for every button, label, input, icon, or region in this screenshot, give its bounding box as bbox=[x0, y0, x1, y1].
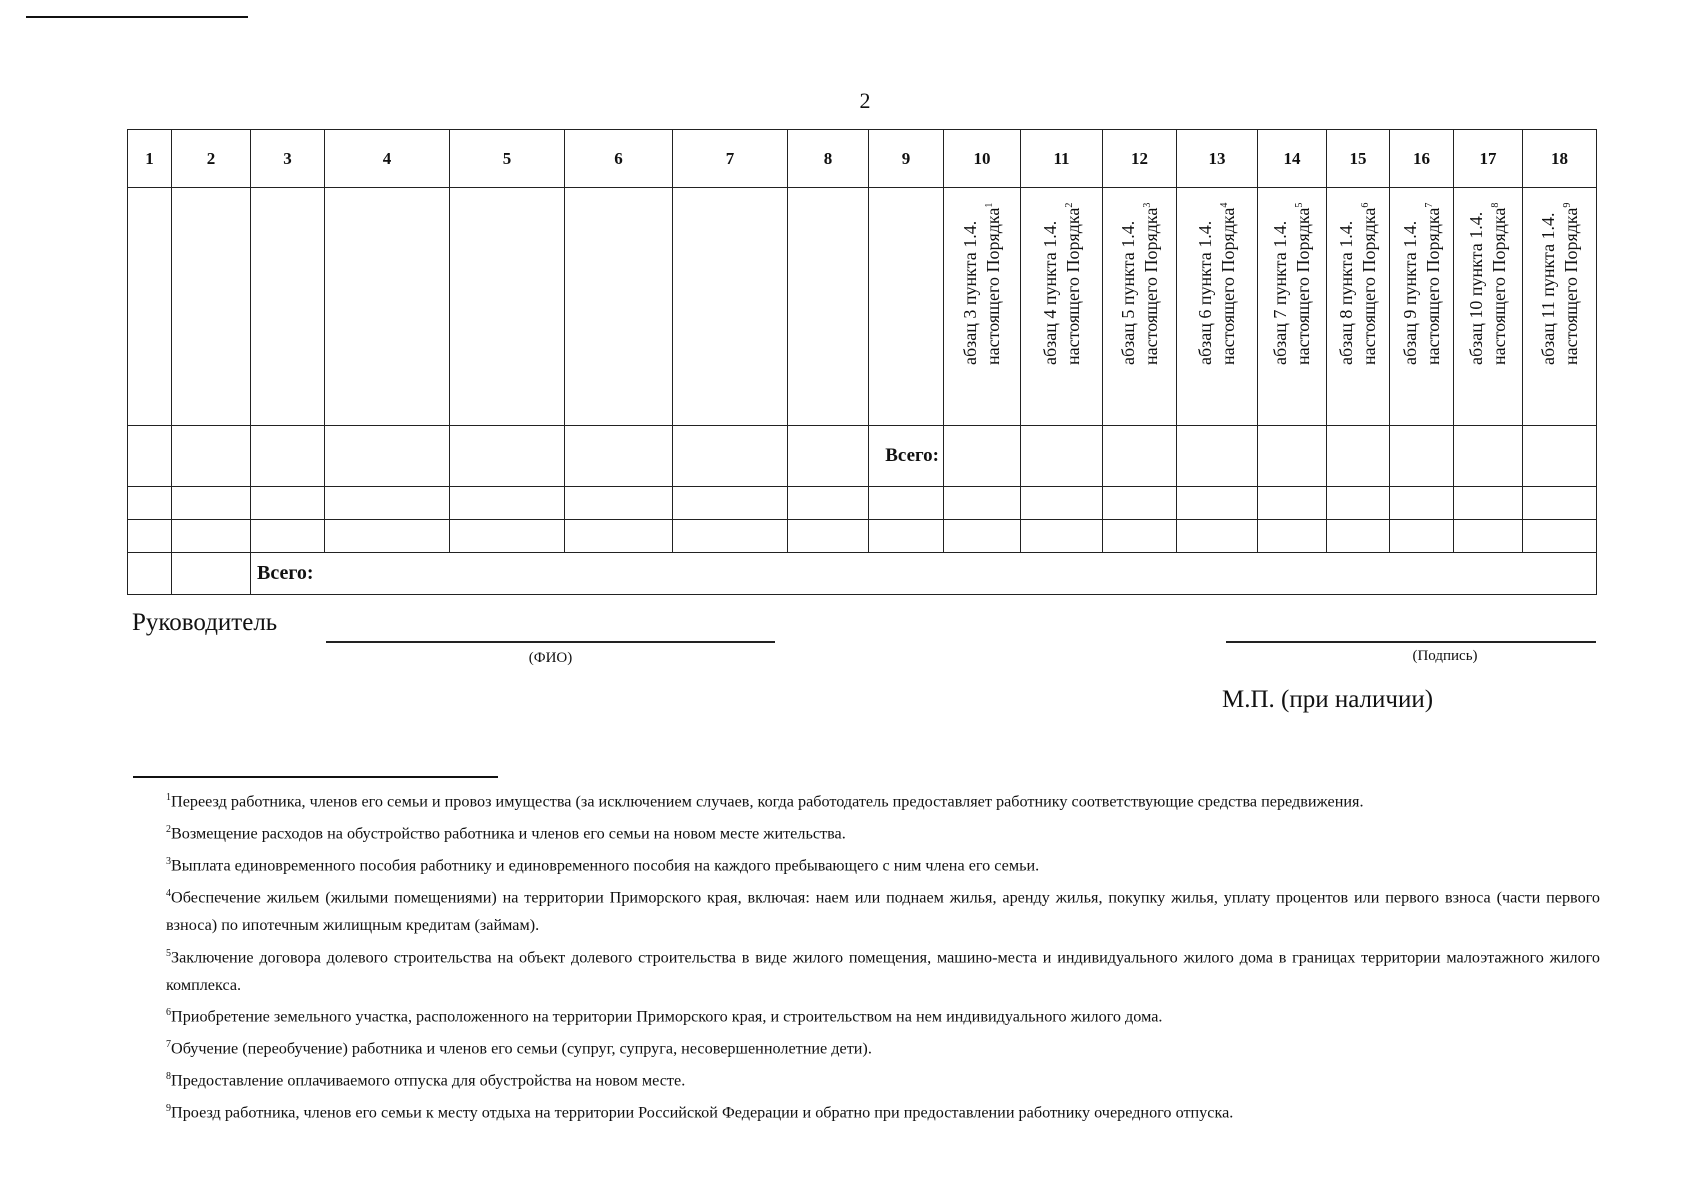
column-number-cell: 13 bbox=[1177, 130, 1258, 188]
header-line-2: настоящего Порядка bbox=[1422, 207, 1443, 365]
table-row bbox=[128, 487, 1597, 520]
header-line-1: абзац 11 пункта 1.4. bbox=[1537, 212, 1558, 365]
rotated-header-cell bbox=[1177, 188, 1258, 426]
footnote-text: Обеспечение жильем (жилыми помещениями) на территории Приморского края, включая: наем или поднаем жилья, аренду жилья, покупку жилья, уплату процентов или первого взноса (части первого взноса) по ипотечным жилищным кредитам (займам). bbox=[166, 888, 1600, 934]
footnote-text: Выплата единовременного пособия работнику и единовременного пособия на каждого пребывающего с ним члена его семьи. bbox=[171, 856, 1040, 875]
footnote bbox=[166, 1095, 1600, 1127]
empty-header-cell bbox=[869, 188, 944, 426]
column-number-cell: 3 bbox=[251, 130, 325, 188]
empty-header-cell bbox=[673, 188, 788, 426]
empty-header-cell bbox=[172, 188, 251, 426]
table-cell bbox=[565, 520, 673, 553]
footnote-text: Заключение договора долевого строительства на объект долевого строительства в виде жилого помещения, машино-места и индивидуального жилого дома в границах территории малоэтажного жилого комплекса. bbox=[166, 947, 1600, 994]
fio-signature-line bbox=[326, 641, 775, 643]
signature-line bbox=[1226, 641, 1596, 643]
column-number-cell: 15 bbox=[1327, 130, 1390, 188]
column-number-cell: 4 bbox=[325, 130, 450, 188]
column-number-cell: 6 bbox=[565, 130, 673, 188]
table-cell bbox=[1327, 426, 1390, 487]
column-number-cell: 7 bbox=[673, 130, 788, 188]
rotated-header-cell bbox=[1258, 188, 1327, 426]
table-cell bbox=[673, 520, 788, 553]
rotated-header-cell bbox=[1327, 188, 1390, 426]
column-number-cell: 17 bbox=[1454, 130, 1523, 188]
seal-label: М.П. (при наличии) bbox=[1222, 686, 1434, 713]
footnote-mark: 3 bbox=[166, 855, 171, 867]
footnote-text: Обучение (переобучение) работника и членов его семьи (супруг, супруга, несовершеннолетние дети). bbox=[171, 1039, 872, 1058]
empty-header-cell bbox=[128, 188, 172, 426]
header-line-2: настоящего Порядка bbox=[983, 207, 1003, 365]
table-cell bbox=[325, 487, 450, 520]
table-cell bbox=[251, 426, 325, 487]
table-cell bbox=[172, 553, 251, 595]
table-cell bbox=[1021, 520, 1103, 553]
footnote-text: Переезд работника, членов его семьи и провоз имущества (за исключением случаев, когда работодатель предоставляет работнику соответствующие средства передвижения. bbox=[171, 792, 1364, 811]
table-cell bbox=[1258, 487, 1327, 520]
column-number-cell: 14 bbox=[1258, 130, 1327, 188]
table-cell bbox=[251, 520, 325, 553]
table-cell bbox=[788, 520, 869, 553]
manager-label: Руководитель bbox=[132, 609, 278, 636]
footnote-mark: 5 bbox=[1294, 202, 1305, 208]
footnote-mark: 9 bbox=[166, 1103, 171, 1115]
benefits-table bbox=[127, 129, 1597, 595]
footnote bbox=[166, 784, 1600, 816]
footnote-mark: 1 bbox=[166, 792, 171, 803]
footnote-mark: 6 bbox=[1360, 202, 1371, 208]
table-cell bbox=[1177, 520, 1258, 553]
table-cell bbox=[325, 426, 450, 487]
header-line-2: настоящего Порядка bbox=[1218, 207, 1238, 365]
subtotal-row bbox=[128, 426, 1597, 487]
table-cell bbox=[1327, 520, 1390, 553]
table-cell bbox=[565, 426, 673, 487]
table-cell bbox=[1523, 426, 1597, 487]
table-cell bbox=[172, 426, 251, 487]
table-cell bbox=[673, 426, 788, 487]
top-decorative-rule bbox=[26, 16, 248, 18]
footnote-mark: 4 bbox=[1219, 202, 1230, 208]
table-cell bbox=[1454, 520, 1523, 553]
table-cell bbox=[450, 426, 565, 487]
footnote-mark: 5 bbox=[166, 947, 171, 959]
table-cell bbox=[128, 487, 172, 520]
table-cell bbox=[1103, 426, 1177, 487]
empty-header-cell bbox=[251, 188, 325, 426]
footnote-text: Приобретение земельного участка, расположенного на территории Приморского края, и строительством на нем индивидуального жилого дома. bbox=[171, 1007, 1163, 1026]
rotated-header-cell bbox=[1390, 188, 1454, 426]
subtotal-label: Всего: bbox=[869, 426, 944, 487]
header-line-2: настоящего Порядка bbox=[1140, 207, 1161, 365]
footnote-mark: 8 bbox=[166, 1071, 171, 1083]
rotated-header-cell bbox=[944, 188, 1021, 426]
table-cell bbox=[1177, 487, 1258, 520]
table-cell bbox=[565, 487, 673, 520]
footnote-text: Предоставление оплачиваемого отпуска для обустройства на новом месте. bbox=[171, 1071, 686, 1090]
header-line-1: абзац 10 пункта 1.4. bbox=[1466, 211, 1486, 365]
footnote-mark: 7 bbox=[166, 1039, 171, 1051]
footnote bbox=[166, 1031, 1600, 1063]
header-line-2: настоящего Порядка bbox=[1062, 207, 1083, 365]
footnote-separator bbox=[133, 776, 498, 778]
rotated-header-cell bbox=[1454, 188, 1523, 426]
table-cell bbox=[172, 520, 251, 553]
table-cell bbox=[128, 520, 172, 553]
column-number-cell: 5 bbox=[450, 130, 565, 188]
footnote bbox=[166, 1063, 1600, 1095]
header-line-1: абзац 6 пункта 1.4. bbox=[1195, 220, 1215, 365]
table-cell bbox=[1523, 487, 1597, 520]
header-line-2: настоящего Порядка bbox=[1489, 207, 1509, 365]
table-cell bbox=[172, 487, 251, 520]
table-cell bbox=[1103, 520, 1177, 553]
table-cell bbox=[1454, 487, 1523, 520]
rotated-header-cell bbox=[1021, 188, 1103, 426]
table-cell bbox=[788, 487, 869, 520]
table-cell bbox=[1177, 426, 1258, 487]
header-line-2: настоящего Порядка bbox=[1560, 207, 1581, 365]
footnote bbox=[166, 940, 1600, 1000]
table-cell bbox=[1258, 520, 1327, 553]
footnote-mark: 2 bbox=[166, 823, 171, 835]
table-cell bbox=[128, 553, 172, 595]
footnote-text: Возмещение расходов на обустройство работника и членов его семьи на новом месте жительства. bbox=[171, 824, 846, 843]
footnote bbox=[166, 880, 1600, 940]
footnote bbox=[166, 848, 1600, 880]
fio-caption: (ФИО) bbox=[528, 650, 573, 666]
column-number-cell: 2 bbox=[172, 130, 251, 188]
table-cell bbox=[1454, 426, 1523, 487]
column-number-cell: 18 bbox=[1523, 130, 1597, 188]
rotated-header-cell bbox=[1103, 188, 1177, 426]
column-number-cell: 12 bbox=[1103, 130, 1177, 188]
table-cell bbox=[673, 487, 788, 520]
footnote-mark: 2 bbox=[1063, 202, 1075, 208]
table-row bbox=[128, 520, 1597, 553]
page-number: 2 bbox=[859, 88, 871, 113]
table-cell bbox=[869, 520, 944, 553]
table-cell bbox=[1021, 426, 1103, 487]
table-cell bbox=[1327, 487, 1390, 520]
footnote-mark: 6 bbox=[166, 1007, 171, 1019]
empty-header-cell bbox=[325, 188, 450, 426]
footnote-mark: 9 bbox=[1561, 202, 1573, 208]
header-line-1: абзац 9 пункта 1.4. bbox=[1399, 220, 1420, 365]
footnote-mark: 8 bbox=[1490, 202, 1501, 208]
footnote-mark: 3 bbox=[1141, 202, 1153, 208]
signature-caption: (Подпись) bbox=[1412, 648, 1478, 664]
table-cell bbox=[869, 487, 944, 520]
column-number-cell: 10 bbox=[944, 130, 1021, 188]
table-cell bbox=[1523, 520, 1597, 553]
header-line-1: абзац 8 пункта 1.4. bbox=[1336, 220, 1356, 365]
header-line-2: настоящего Порядка bbox=[1359, 207, 1379, 365]
column-number-cell: 11 bbox=[1021, 130, 1103, 188]
grand-total-label: Всего: bbox=[251, 553, 1597, 595]
header-line-1: абзац 7 пункта 1.4. bbox=[1270, 220, 1290, 365]
empty-header-cell bbox=[450, 188, 565, 426]
table-cell bbox=[1390, 426, 1454, 487]
table-cell bbox=[1390, 487, 1454, 520]
grand-total-row bbox=[128, 553, 1597, 595]
footnote-mark: 1 bbox=[984, 202, 995, 208]
table-cell bbox=[325, 520, 450, 553]
table-cell bbox=[788, 426, 869, 487]
empty-header-cell bbox=[788, 188, 869, 426]
header-line-1: абзац 4 пункта 1.4. bbox=[1039, 220, 1060, 365]
column-number-row bbox=[128, 130, 1597, 188]
rotated-header-cell bbox=[1523, 188, 1597, 426]
footnote bbox=[166, 816, 1600, 848]
column-number-cell: 1 bbox=[128, 130, 172, 188]
footnote-mark: 4 bbox=[166, 887, 171, 899]
rotated-header-row bbox=[128, 188, 1597, 426]
column-number-cell: 8 bbox=[788, 130, 869, 188]
table-cell bbox=[944, 520, 1021, 553]
table-cell bbox=[1021, 487, 1103, 520]
footnotes bbox=[166, 784, 1600, 1127]
table-cell bbox=[450, 487, 565, 520]
column-number-cell: 9 bbox=[869, 130, 944, 188]
table-cell bbox=[251, 487, 325, 520]
table-cell bbox=[1390, 520, 1454, 553]
table-cell bbox=[1258, 426, 1327, 487]
header-line-1: абзац 3 пункта 1.4. bbox=[960, 220, 980, 365]
table-cell bbox=[944, 487, 1021, 520]
table-cell bbox=[450, 520, 565, 553]
column-number-cell: 16 bbox=[1390, 130, 1454, 188]
footnote bbox=[166, 999, 1600, 1031]
footnote-mark: 7 bbox=[1423, 202, 1435, 208]
footnote-text: Проезд работника, членов его семьи к месту отдыха на территории Российской Федерации и обратно при предоставлении работнику очередного отпуска. bbox=[171, 1103, 1234, 1122]
table-cell bbox=[1103, 487, 1177, 520]
empty-header-cell bbox=[565, 188, 673, 426]
table-cell bbox=[128, 426, 172, 487]
table-cell bbox=[944, 426, 1021, 487]
header-line-1: абзац 5 пункта 1.4. bbox=[1117, 220, 1138, 365]
header-line-2: настоящего Порядка bbox=[1293, 207, 1313, 365]
